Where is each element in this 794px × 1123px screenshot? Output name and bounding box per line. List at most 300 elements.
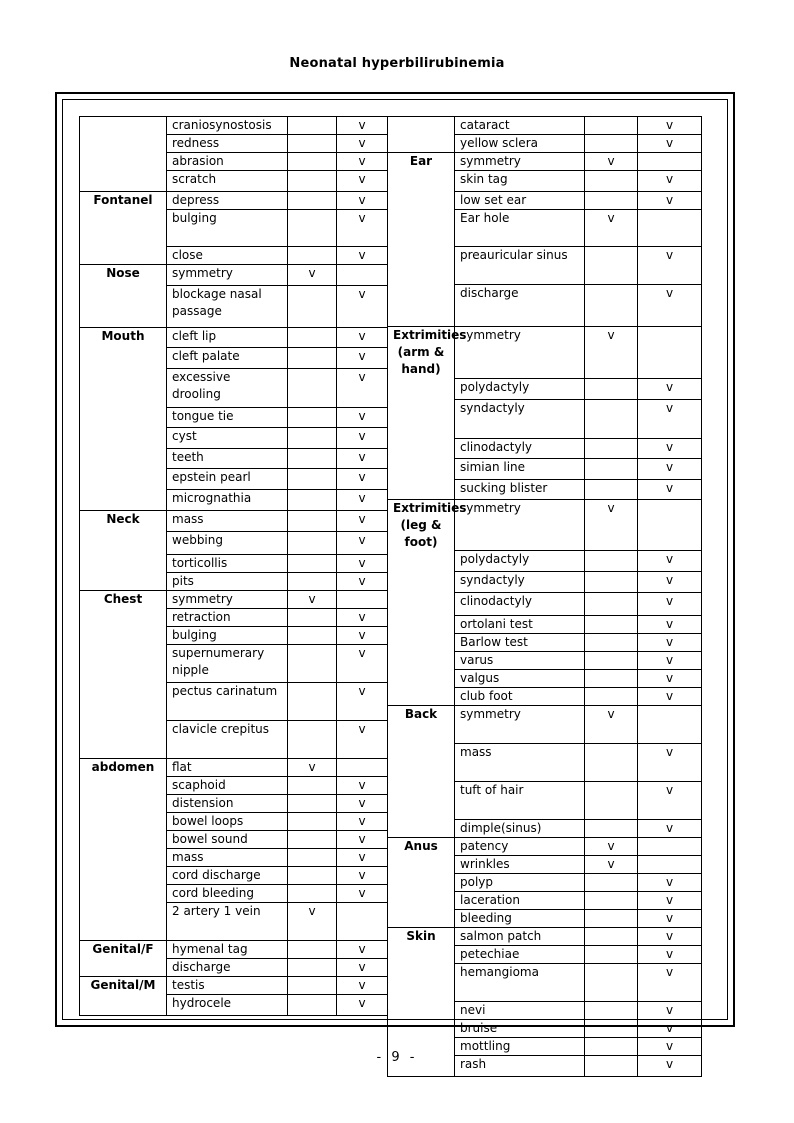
check-cell-abnormal[interactable] [638, 327, 702, 379]
check-cell-abnormal[interactable] [337, 591, 388, 609]
check-cell-normal[interactable] [288, 328, 337, 348]
check-cell-abnormal[interactable] [337, 903, 388, 941]
category-label [388, 117, 455, 135]
check-cell-normal[interactable] [288, 683, 337, 721]
category-label [388, 652, 455, 670]
check-cell-abnormal[interactable]: v [638, 285, 702, 327]
check-cell-abnormal[interactable]: v [638, 910, 702, 928]
table-row [388, 820, 702, 838]
check-cell-abnormal[interactable] [337, 759, 388, 777]
check-cell-abnormal[interactable]: v [337, 721, 388, 759]
table-row [388, 838, 702, 856]
table-row [388, 117, 702, 135]
category-label [388, 458, 455, 479]
table-row [80, 683, 388, 721]
check-cell-abnormal[interactable]: v [638, 135, 702, 153]
check-cell-normal[interactable] [288, 192, 337, 210]
check-cell-abnormal[interactable]: v [638, 438, 702, 458]
check-cell-normal[interactable] [288, 645, 337, 683]
check-cell-abnormal[interactable] [638, 706, 702, 744]
category-label [388, 1002, 455, 1020]
table-row [388, 458, 702, 479]
finding-label: valgus [455, 670, 585, 688]
check-cell-normal[interactable] [288, 831, 337, 849]
category-label [388, 874, 455, 892]
table-row [80, 759, 388, 777]
check-cell-normal[interactable]: v [585, 706, 638, 744]
check-cell-normal[interactable] [585, 117, 638, 135]
check-cell-normal[interactable]: v [585, 838, 638, 856]
check-cell-abnormal[interactable]: v [638, 744, 702, 782]
finding-label: preauricular sinus [455, 247, 585, 285]
check-cell-abnormal[interactable]: v [337, 117, 388, 135]
category-label: Genital/F [80, 941, 167, 959]
category-label [388, 210, 455, 247]
table-row [388, 928, 702, 946]
table-row [388, 285, 702, 327]
finding-label: bleeding [455, 910, 585, 928]
check-cell-normal[interactable] [585, 688, 638, 706]
finding-label: bowel sound [167, 831, 288, 849]
check-cell-abnormal[interactable]: v [337, 348, 388, 369]
check-cell-abnormal[interactable]: v [638, 247, 702, 285]
category-label [388, 551, 455, 572]
check-cell-normal[interactable] [288, 941, 337, 959]
finding-label: webbing [167, 532, 288, 555]
category-label [388, 964, 455, 1002]
category-label [80, 721, 167, 759]
category-label [388, 744, 455, 782]
check-cell-normal[interactable] [585, 399, 638, 438]
check-cell-normal[interactable] [288, 210, 337, 247]
finding-label: low set ear [455, 192, 585, 210]
check-cell-normal[interactable] [288, 408, 337, 428]
check-cell-abnormal[interactable]: v [638, 634, 702, 652]
check-cell-normal[interactable] [288, 369, 337, 408]
table-row [80, 903, 388, 941]
check-cell-abnormal[interactable]: v [638, 670, 702, 688]
check-cell-abnormal[interactable]: v [337, 683, 388, 721]
check-cell-abnormal[interactable]: v [337, 627, 388, 645]
table-row [388, 744, 702, 782]
category-label [80, 867, 167, 885]
table-row [80, 609, 388, 627]
category-label [80, 609, 167, 627]
check-cell-normal[interactable] [288, 135, 337, 153]
check-cell-normal[interactable] [585, 634, 638, 652]
check-cell-abnormal[interactable]: v [337, 885, 388, 903]
check-cell-abnormal[interactable]: v [337, 171, 388, 192]
check-cell-abnormal[interactable]: v [337, 469, 388, 490]
check-cell-abnormal[interactable]: v [638, 782, 702, 820]
check-cell-abnormal[interactable]: v [337, 795, 388, 813]
finding-label: mottling [455, 1038, 585, 1056]
check-cell-normal[interactable] [288, 286, 337, 328]
check-cell-normal[interactable]: v [585, 153, 638, 171]
category-label: Nose [80, 265, 167, 286]
check-cell-normal[interactable] [585, 670, 638, 688]
table-row [388, 399, 702, 438]
table-row [80, 573, 388, 591]
category-label [80, 408, 167, 428]
check-cell-abnormal[interactable] [638, 856, 702, 874]
finding-label: symmetry [167, 265, 288, 286]
check-cell-abnormal[interactable]: v [638, 1056, 702, 1077]
table-row [80, 867, 388, 885]
check-cell-normal[interactable] [585, 479, 638, 499]
check-cell-abnormal[interactable]: v [337, 831, 388, 849]
table-row [388, 892, 702, 910]
check-cell-normal[interactable] [288, 721, 337, 759]
table-row [80, 959, 388, 977]
check-cell-normal[interactable] [288, 795, 337, 813]
check-cell-abnormal[interactable]: v [337, 192, 388, 210]
check-cell-abnormal[interactable]: v [337, 609, 388, 627]
check-cell-normal[interactable] [288, 959, 337, 977]
check-cell-abnormal[interactable]: v [337, 210, 388, 247]
check-cell-normal[interactable] [288, 849, 337, 867]
finding-label: dimple(sinus) [455, 820, 585, 838]
category-label [388, 479, 455, 499]
check-cell-normal[interactable]: v [585, 327, 638, 379]
category-label [80, 813, 167, 831]
finding-label: bulging [167, 627, 288, 645]
check-cell-abnormal[interactable]: v [638, 479, 702, 499]
category-label: Back [388, 706, 455, 744]
finding-label: yellow sclera [455, 135, 585, 153]
check-cell-normal[interactable] [585, 171, 638, 192]
table-row [388, 616, 702, 634]
check-cell-abnormal[interactable]: v [638, 946, 702, 964]
finding-label: rash [455, 1056, 585, 1077]
check-cell-normal[interactable] [288, 627, 337, 645]
category-label [80, 247, 167, 265]
check-cell-abnormal[interactable]: v [337, 428, 388, 449]
category-label [388, 856, 455, 874]
finding-label: mass [167, 849, 288, 867]
finding-label: nevi [455, 1002, 585, 1020]
table-row [80, 265, 388, 286]
check-cell-normal[interactable]: v [585, 856, 638, 874]
check-cell-abnormal[interactable]: v [337, 408, 388, 428]
check-cell-normal[interactable] [585, 438, 638, 458]
check-cell-abnormal[interactable]: v [337, 555, 388, 573]
check-cell-abnormal[interactable]: v [337, 449, 388, 469]
check-cell-normal[interactable] [585, 910, 638, 928]
finding-label: sucking blister [455, 479, 585, 499]
check-cell-abnormal[interactable]: v [638, 616, 702, 634]
finding-label: blockage nasal passage [167, 286, 288, 328]
table-row [388, 192, 702, 210]
finding-label: 2 artery 1 vein [167, 903, 288, 941]
check-cell-abnormal[interactable]: v [337, 490, 388, 511]
table-row [80, 117, 388, 135]
category-label [80, 210, 167, 247]
check-cell-abnormal[interactable]: v [638, 192, 702, 210]
check-cell-normal[interactable] [288, 995, 337, 1016]
check-cell-abnormal[interactable]: v [337, 867, 388, 885]
table-row [388, 378, 702, 399]
checklist-frame [55, 92, 735, 1071]
category-label [80, 683, 167, 721]
finding-label: polydactyly [455, 378, 585, 399]
check-cell-abnormal[interactable]: v [337, 369, 388, 408]
check-cell-abnormal[interactable] [638, 153, 702, 171]
finding-label: pits [167, 573, 288, 591]
check-cell-normal[interactable]: v [288, 591, 337, 609]
check-cell-abnormal[interactable]: v [638, 928, 702, 946]
check-cell-abnormal[interactable]: v [638, 399, 702, 438]
check-cell-normal[interactable] [288, 609, 337, 627]
finding-label: cord bleeding [167, 885, 288, 903]
check-cell-normal[interactable] [585, 1002, 638, 1020]
check-cell-abnormal[interactable]: v [337, 959, 388, 977]
check-cell-abnormal[interactable]: v [638, 964, 702, 1002]
check-cell-normal[interactable] [288, 777, 337, 795]
check-cell-abnormal[interactable]: v [337, 995, 388, 1016]
check-cell-normal[interactable] [288, 573, 337, 591]
check-cell-abnormal[interactable]: v [337, 153, 388, 171]
finding-label: abrasion [167, 153, 288, 171]
check-cell-normal[interactable] [288, 532, 337, 555]
table-row [388, 706, 702, 744]
table-row [80, 813, 388, 831]
check-cell-normal[interactable] [585, 892, 638, 910]
table-row [80, 627, 388, 645]
finding-label: salmon patch [455, 928, 585, 946]
check-cell-abnormal[interactable]: v [337, 135, 388, 153]
table-row [80, 286, 388, 328]
check-cell-normal[interactable]: v [288, 759, 337, 777]
category-label [80, 449, 167, 469]
finding-label: clinodactyly [455, 438, 585, 458]
table-row [388, 153, 702, 171]
category-label: Fontanel [80, 192, 167, 210]
finding-label: torticollis [167, 555, 288, 573]
check-cell-normal[interactable] [288, 449, 337, 469]
finding-label: scaphoid [167, 777, 288, 795]
category-label [388, 378, 455, 399]
finding-label: cord discharge [167, 867, 288, 885]
check-cell-normal[interactable] [288, 867, 337, 885]
table-row [388, 856, 702, 874]
check-cell-normal[interactable] [585, 928, 638, 946]
check-cell-normal[interactable] [585, 593, 638, 616]
category-label [80, 645, 167, 683]
check-cell-normal[interactable] [585, 378, 638, 399]
check-cell-normal[interactable] [288, 247, 337, 265]
category-label [388, 688, 455, 706]
check-cell-normal[interactable] [585, 616, 638, 634]
table-row [388, 688, 702, 706]
table-row [80, 192, 388, 210]
check-cell-normal[interactable] [585, 551, 638, 572]
check-cell-normal[interactable] [288, 511, 337, 532]
check-cell-normal[interactable] [585, 135, 638, 153]
check-cell-abnormal[interactable]: v [638, 117, 702, 135]
finding-label: syndactyly [455, 572, 585, 593]
check-cell-normal[interactable] [288, 348, 337, 369]
check-cell-abnormal[interactable]: v [337, 328, 388, 348]
check-cell-abnormal[interactable]: v [638, 820, 702, 838]
check-cell-normal[interactable] [288, 428, 337, 449]
check-cell-normal[interactable] [585, 874, 638, 892]
check-cell-abnormal[interactable]: v [337, 532, 388, 555]
table-row [80, 449, 388, 469]
table-row [388, 874, 702, 892]
finding-label: excessive drooling [167, 369, 288, 408]
check-cell-abnormal[interactable]: v [638, 652, 702, 670]
check-cell-abnormal[interactable]: v [337, 511, 388, 532]
finding-label: wrinkles [455, 856, 585, 874]
check-cell-abnormal[interactable]: v [337, 247, 388, 265]
check-cell-normal[interactable] [585, 782, 638, 820]
check-cell-normal[interactable] [288, 977, 337, 995]
category-label [80, 831, 167, 849]
check-cell-normal[interactable] [585, 285, 638, 327]
category-label [388, 399, 455, 438]
finding-label: epstein pearl [167, 469, 288, 490]
check-cell-abnormal[interactable]: v [337, 813, 388, 831]
check-cell-abnormal[interactable]: v [337, 645, 388, 683]
finding-label: teeth [167, 449, 288, 469]
check-cell-normal[interactable] [288, 813, 337, 831]
finding-label: tuft of hair [455, 782, 585, 820]
category-label [388, 820, 455, 838]
table-row [80, 408, 388, 428]
category-label [388, 1020, 455, 1038]
check-cell-abnormal[interactable] [638, 499, 702, 551]
category-label [80, 532, 167, 555]
category-label: Mouth [80, 328, 167, 348]
check-cell-abnormal[interactable]: v [638, 593, 702, 616]
check-cell-abnormal[interactable]: v [337, 777, 388, 795]
check-cell-abnormal[interactable]: v [638, 551, 702, 572]
table-row [388, 551, 702, 572]
check-cell-abnormal[interactable]: v [638, 572, 702, 593]
finding-label: close [167, 247, 288, 265]
category-label [388, 247, 455, 285]
check-cell-normal[interactable]: v [585, 210, 638, 247]
check-cell-normal[interactable] [288, 469, 337, 490]
category-label [388, 593, 455, 616]
table-row [80, 995, 388, 1016]
category-label [80, 573, 167, 591]
check-cell-abnormal[interactable] [638, 838, 702, 856]
check-cell-abnormal[interactable]: v [337, 941, 388, 959]
check-cell-normal[interactable] [585, 1020, 638, 1038]
table-row [388, 634, 702, 652]
finding-label: laceration [455, 892, 585, 910]
check-cell-abnormal[interactable]: v [638, 378, 702, 399]
finding-label: discharge [455, 285, 585, 327]
checklist-table-left [79, 116, 388, 1016]
table-row [80, 591, 388, 609]
check-cell-normal[interactable]: v [288, 903, 337, 941]
check-cell-normal[interactable] [288, 490, 337, 511]
category-label [80, 286, 167, 328]
check-cell-abnormal[interactable]: v [337, 573, 388, 591]
category-label [80, 469, 167, 490]
finding-label: club foot [455, 688, 585, 706]
finding-label: cleft lip [167, 328, 288, 348]
check-cell-abnormal[interactable]: v [638, 1038, 702, 1056]
check-cell-normal[interactable]: v [585, 499, 638, 551]
category-label [80, 369, 167, 408]
table-row [80, 135, 388, 153]
table-row [388, 1020, 702, 1038]
category-label [388, 634, 455, 652]
check-cell-normal[interactable] [585, 572, 638, 593]
finding-label: patency [455, 838, 585, 856]
finding-label: cleft palate [167, 348, 288, 369]
check-cell-normal[interactable] [288, 117, 337, 135]
table-row [80, 941, 388, 959]
table-row [80, 171, 388, 192]
category-label [80, 627, 167, 645]
check-cell-abnormal[interactable]: v [638, 688, 702, 706]
check-cell-abnormal[interactable]: v [638, 458, 702, 479]
finding-label: testis [167, 977, 288, 995]
check-cell-normal[interactable] [585, 458, 638, 479]
table-row [80, 210, 388, 247]
check-cell-abnormal[interactable]: v [337, 286, 388, 328]
category-label [80, 135, 167, 153]
check-cell-normal[interactable] [585, 820, 638, 838]
check-cell-abnormal[interactable]: v [638, 171, 702, 192]
check-cell-normal[interactable] [585, 744, 638, 782]
finding-label: flat [167, 759, 288, 777]
finding-label: hemangioma [455, 964, 585, 1002]
table-row [80, 831, 388, 849]
category-label: Extrimities (arm & hand) [388, 327, 455, 379]
check-cell-abnormal[interactable]: v [638, 1002, 702, 1020]
check-cell-normal[interactable] [288, 555, 337, 573]
check-cell-abnormal[interactable]: v [337, 977, 388, 995]
category-label [80, 995, 167, 1016]
table-row [80, 885, 388, 903]
table-row [80, 849, 388, 867]
table-row [388, 572, 702, 593]
check-cell-normal[interactable] [288, 171, 337, 192]
check-cell-abnormal[interactable]: v [638, 874, 702, 892]
finding-label: supernumerary nipple [167, 645, 288, 683]
finding-label: cataract [455, 117, 585, 135]
table-row [388, 652, 702, 670]
finding-label: redness [167, 135, 288, 153]
check-cell-normal[interactable] [585, 192, 638, 210]
check-cell-normal[interactable] [585, 652, 638, 670]
check-cell-abnormal[interactable] [337, 265, 388, 286]
finding-label: Ear hole [455, 210, 585, 247]
check-cell-normal[interactable] [585, 946, 638, 964]
check-cell-abnormal[interactable]: v [638, 892, 702, 910]
category-label [80, 777, 167, 795]
check-cell-normal[interactable] [585, 964, 638, 1002]
check-cell-abnormal[interactable] [638, 210, 702, 247]
finding-label: pectus carinatum [167, 683, 288, 721]
category-label [388, 616, 455, 634]
table-row [80, 555, 388, 573]
table-row [80, 532, 388, 555]
finding-label: hydrocele [167, 995, 288, 1016]
check-cell-normal[interactable] [585, 247, 638, 285]
check-cell-normal[interactable]: v [288, 265, 337, 286]
check-cell-abnormal[interactable]: v [337, 849, 388, 867]
check-cell-abnormal[interactable]: v [638, 1020, 702, 1038]
check-cell-normal[interactable] [288, 885, 337, 903]
check-cell-normal[interactable] [288, 153, 337, 171]
